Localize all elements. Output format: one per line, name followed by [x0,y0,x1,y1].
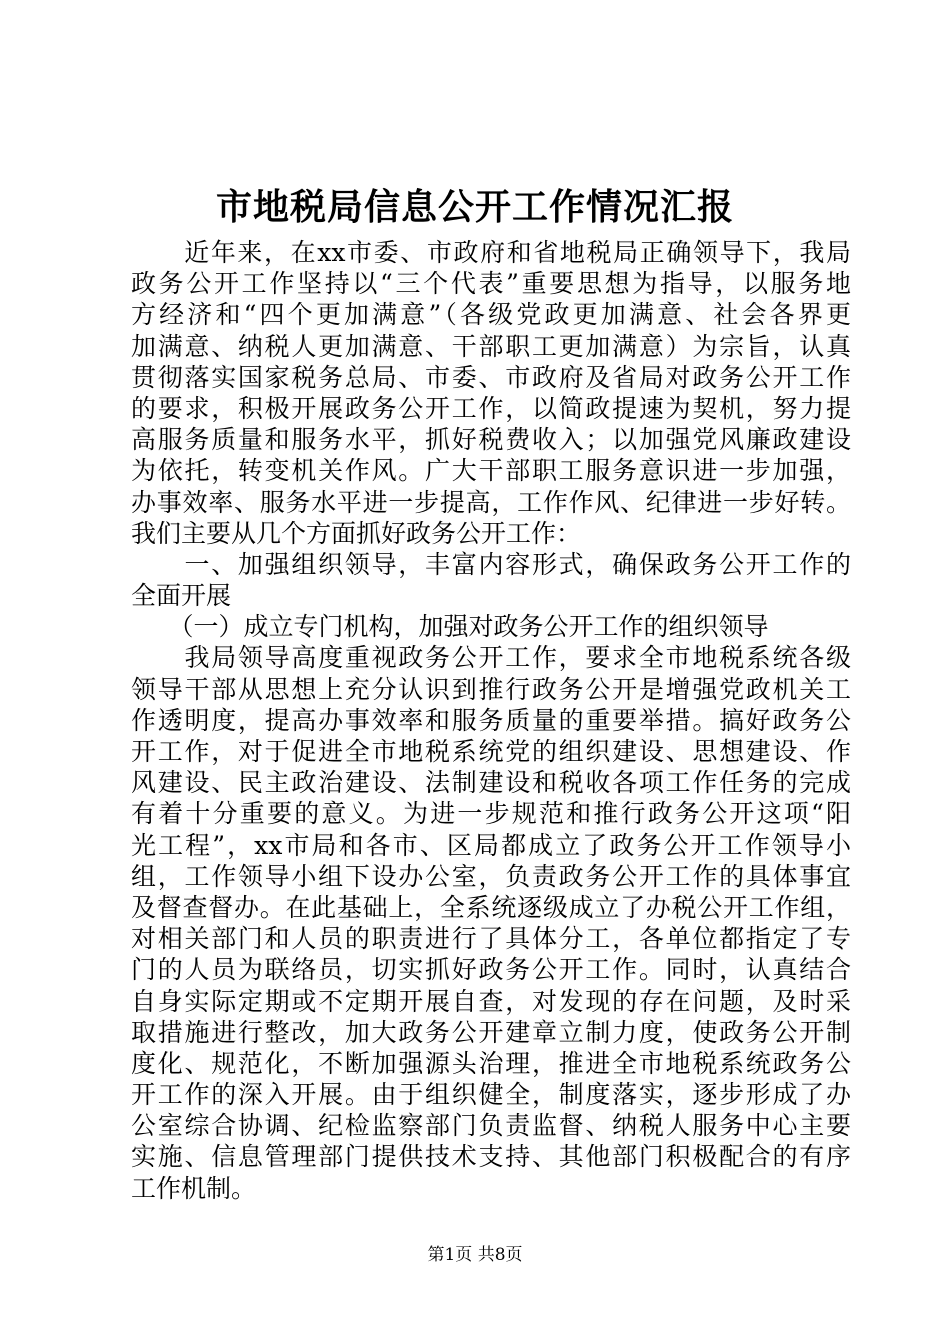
body-line: 我局领导高度重视政务公开工作，要求全市地税系统各级 [131,643,851,673]
body-line: 方经济和“四个更加满意”（各级党政更加满意、社会各界更 [131,300,851,330]
body-line: 近年来，在xx市委、市政府和省地税局正确领导下，我局 [131,238,851,267]
section-heading-line: 全面开展 [131,581,232,611]
body-line: 公室综合协调、纪检监察部门负责监督、纳税人服务中心主要 [131,1111,851,1141]
body-line: 贯彻落实国家税务总局、市委、市政府及省局对政务公开工作 [131,362,851,392]
body-line: 政务公开工作坚持以“三个代表”重要思想为指导，以服务地 [131,269,851,299]
body-line: 自身实际定期或不定期开展自查，对发现的存在问题，及时采 [131,986,851,1016]
body-line: 及督查督办。在此基础上，全系统逐级成立了办税公开工作组， [131,892,851,922]
body-line: 开工作，对于促进全市地税系统党的组织建设、思想建设、作 [131,737,851,766]
body-line: 光工程”，xx市局和各市、区局都成立了政务公开工作领导小 [131,830,851,860]
body-line: 办事效率、服务水平进一步提高，工作作风、纪律进一步好转。 [131,487,851,517]
subsection-heading: （一）成立专门机构，加强对政务公开工作的组织领导 [131,612,769,642]
body-line: 对相关部门和人员的职责进行了具体分工，各单位都指定了专 [131,924,851,954]
body-line: 风建设、民主政治建设、法制建设和税收各项工作任务的完成 [131,768,851,798]
body-line: 领导干部从思想上充分认识到推行政务公开是增强党政机关工 [131,674,851,704]
body-line: 高服务质量和服务水平，抓好税费收入；以加强党风廉政建设 [131,425,851,455]
body-line: 工作机制。 [131,1173,257,1203]
body-line: 的要求，积极开展政务公开工作，以简政提速为契机，努力提 [131,393,851,423]
body-line: 度化、规范化，不断加强源头治理，推进全市地税系统政务公 [131,1048,851,1078]
section-heading-line: 一、加强组织领导，丰富内容形式，确保政务公开工作的 [131,549,851,579]
body-line: 实施、信息管理部门提供技术支持、其他部门积极配合的有序 [131,1142,851,1172]
body-line: 为依托，转变机关作风。广大干部职工服务意识进一步加强， [131,456,851,486]
body-line: 开工作的深入开展。由于组织健全，制度落实，逐步形成了办 [131,1080,851,1110]
body-line: 我们主要从几个方面抓好政务公开工作： [131,518,582,548]
page-footer: 第1页 共8页 [427,1245,523,1265]
body-line: 组，工作领导小组下设办公室，负责政务公开工作的具体事宜 [131,861,851,891]
document-title: 市地税局信息公开工作情况汇报 [215,186,734,228]
body-line: 门的人员为联络员，切实抓好政务公开工作。同时，认真结合 [131,955,851,985]
body-line: 取措施进行整改，加大政务公开建章立制力度，使政务公开制 [131,1017,851,1047]
body-line: 作透明度，提高办事效率和服务质量的重要举措。搞好政务公 [131,705,851,735]
document-body [131,237,851,1204]
body-line: 加满意、纳税人更加满意、干部职工更加满意）为宗旨，认真 [131,331,851,361]
body-line: 有着十分重要的意义。为进一步规范和推行政务公开这项“阳 [131,799,851,829]
